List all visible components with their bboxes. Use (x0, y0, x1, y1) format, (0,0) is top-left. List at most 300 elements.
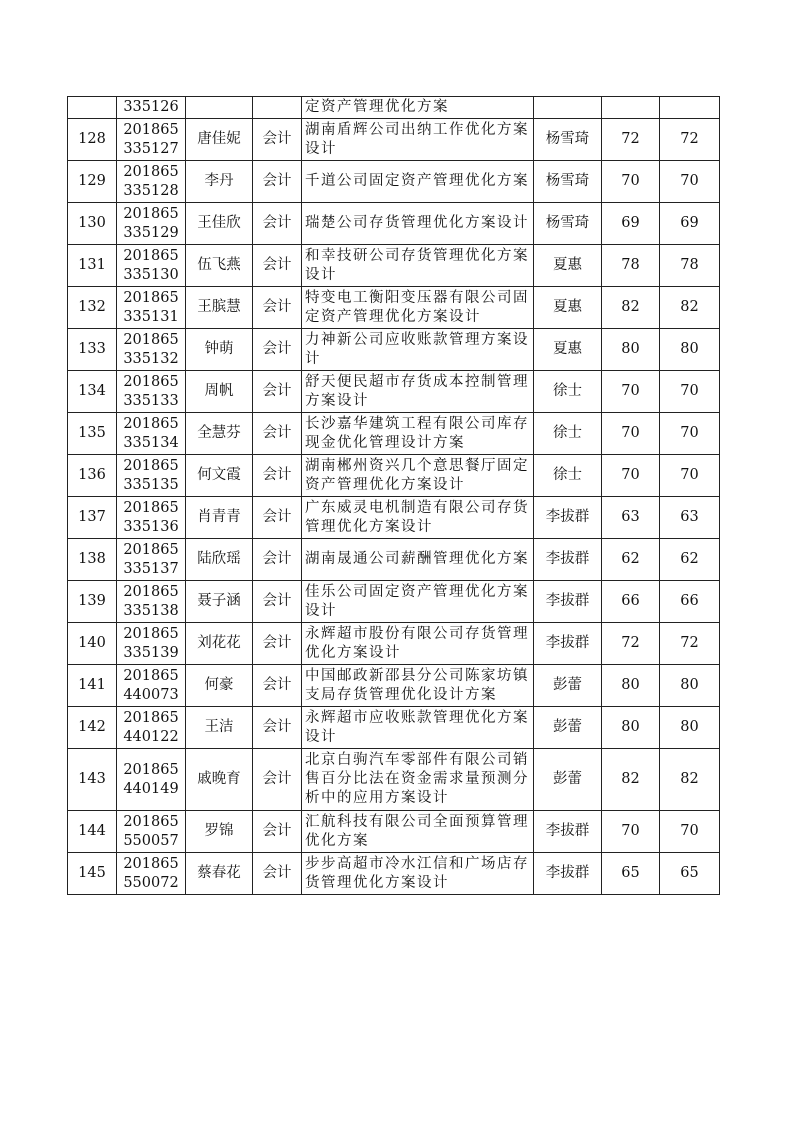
advisor-name-cell (534, 455, 602, 497)
table-row (68, 497, 720, 539)
advisor-name: 夏惠 (553, 257, 582, 273)
student-id-cell (117, 539, 186, 581)
score-final: 80 (680, 341, 699, 357)
thesis-topic-cell (302, 329, 534, 371)
row-number-cell (68, 853, 117, 895)
student-name: 聂子涵 (197, 593, 241, 609)
student-name: 周帆 (204, 383, 234, 399)
student-id-cell (117, 497, 186, 539)
table-row (68, 455, 720, 497)
score-first: 70 (621, 467, 640, 483)
row-number: 131 (78, 257, 106, 273)
row-number-cell (68, 119, 117, 161)
student-id: 201865 335136 (123, 499, 179, 535)
advisor-name-cell (534, 539, 602, 581)
advisor-name: 夏惠 (553, 299, 582, 315)
student-name: 李丹 (204, 173, 234, 189)
score-first-cell (602, 623, 660, 665)
row-number: 132 (78, 299, 106, 315)
row-number-cell (68, 497, 117, 539)
advisor-name: 徐士 (553, 467, 582, 483)
row-number: 133 (78, 341, 106, 357)
score-final-cell (660, 811, 720, 853)
row-number: 145 (78, 865, 106, 881)
score-first: 70 (621, 383, 640, 399)
advisor-name-cell (534, 97, 602, 119)
row-number: 139 (78, 593, 106, 609)
thesis-topic: 永辉超市应收账款管理优化方案设计 (305, 709, 529, 745)
table-row (68, 287, 720, 329)
thesis-topic: 舒天便民超市存货成本控制管理方案设计 (305, 373, 529, 409)
row-number: 142 (78, 719, 106, 735)
thesis-topic: 特变电工衡阳变压器有限公司固定资产管理优化方案设计 (305, 289, 529, 325)
score-final: 63 (680, 509, 699, 525)
student-id: 201865 440149 (123, 761, 179, 797)
thesis-topic: 定资产管理优化方案 (305, 99, 449, 115)
score-first-cell (602, 853, 660, 895)
advisor-name: 徐士 (553, 383, 582, 399)
student-id-cell (117, 287, 186, 329)
score-final: 70 (680, 425, 699, 441)
score-final-cell (660, 539, 720, 581)
advisor-name: 杨雪琦 (545, 131, 590, 147)
thesis-topic-cell (302, 539, 534, 581)
thesis-topic-cell (302, 853, 534, 895)
thesis-topic: 和幸技研公司存货管理优化方案设计 (305, 247, 529, 283)
major-cell (253, 811, 302, 853)
student-name: 王洁 (204, 719, 234, 735)
advisor-name: 徐士 (553, 425, 582, 441)
student-id-cell (117, 749, 186, 811)
student-name: 陆欣瑶 (197, 551, 241, 567)
row-number: 130 (78, 215, 106, 231)
major-cell (253, 749, 302, 811)
thesis-topic: 湖南盾辉公司出纳工作优化方案设计 (305, 121, 529, 157)
row-number-cell (68, 287, 117, 329)
student-name-cell (186, 749, 253, 811)
student-id: 201865 335138 (123, 583, 179, 619)
table-body (68, 97, 720, 895)
score-first: 80 (621, 719, 640, 735)
advisor-name-cell (534, 811, 602, 853)
student-name: 王佳欣 (197, 215, 241, 231)
major: 会计 (262, 823, 292, 839)
table-row (68, 97, 720, 119)
student-name: 何文霞 (197, 467, 241, 483)
student-name-cell (186, 581, 253, 623)
advisor-name: 李拔群 (545, 593, 590, 609)
major: 会计 (262, 635, 292, 651)
score-final-cell (660, 287, 720, 329)
thesis-topic: 永辉超市股份有限公司存货管理优化方案设计 (305, 625, 529, 661)
student-id: 201865 550057 (123, 813, 179, 849)
score-final-cell (660, 97, 720, 119)
major: 会计 (262, 677, 292, 693)
score-first-cell (602, 455, 660, 497)
major: 会计 (262, 131, 292, 147)
student-id: 201865 335127 (123, 121, 179, 157)
student-name: 全慧芬 (197, 425, 241, 441)
student-name-cell (186, 329, 253, 371)
thesis-topic: 广东威灵电机制造有限公司存货管理优化方案设计 (305, 499, 529, 535)
row-number-cell (68, 371, 117, 413)
student-id: 201865 335131 (123, 289, 179, 325)
score-first: 72 (621, 131, 640, 147)
major: 会计 (262, 509, 292, 525)
student-id: 201865 335128 (123, 163, 179, 199)
score-final: 70 (680, 823, 699, 839)
advisor-name: 李拔群 (545, 635, 590, 651)
major-cell (253, 539, 302, 581)
student-name-cell (186, 119, 253, 161)
score-final: 66 (680, 593, 699, 609)
major-cell (253, 665, 302, 707)
advisor-name-cell (534, 623, 602, 665)
score-final: 69 (680, 215, 699, 231)
table-row (68, 749, 720, 811)
advisor-name-cell (534, 665, 602, 707)
row-number: 138 (78, 551, 106, 567)
score-first: 69 (621, 215, 640, 231)
student-id-cell (117, 245, 186, 287)
thesis-topic: 中国邮政新邵县分公司陈家坊镇支局存货管理优化设计方案 (305, 667, 529, 703)
student-name-cell (186, 665, 253, 707)
major-cell (253, 707, 302, 749)
thesis-topic-cell (302, 161, 534, 203)
score-first: 70 (621, 425, 640, 441)
row-number: 135 (78, 425, 106, 441)
student-name: 钟萌 (204, 341, 234, 357)
row-number-cell (68, 203, 117, 245)
score-first: 80 (621, 341, 640, 357)
row-number-cell (68, 413, 117, 455)
row-number-cell (68, 623, 117, 665)
major-cell (253, 287, 302, 329)
table-row (68, 161, 720, 203)
student-id: 335126 (123, 99, 179, 115)
major: 会计 (262, 467, 292, 483)
student-id-cell (117, 853, 186, 895)
table-row (68, 707, 720, 749)
thesis-topic-cell (302, 581, 534, 623)
thesis-topic-cell (302, 119, 534, 161)
student-name: 戚晚育 (197, 771, 241, 787)
student-id: 201865 440073 (123, 667, 179, 703)
score-final-cell (660, 161, 720, 203)
major: 会计 (262, 215, 292, 231)
advisor-name-cell (534, 581, 602, 623)
advisor-name: 李拔群 (545, 551, 590, 567)
thesis-topic: 瑞楚公司存货管理优化方案设计 (305, 215, 529, 231)
student-id: 201865 335139 (123, 625, 179, 661)
advisor-name: 李拔群 (545, 865, 590, 881)
thesis-topic-cell (302, 97, 534, 119)
row-number-cell (68, 97, 117, 119)
student-id-cell (117, 811, 186, 853)
advisor-name-cell (534, 287, 602, 329)
student-id-cell (117, 371, 186, 413)
score-final-cell (660, 371, 720, 413)
score-first: 66 (621, 593, 640, 609)
advisor-name-cell (534, 707, 602, 749)
table-row (68, 245, 720, 287)
student-name-cell (186, 707, 253, 749)
thesis-topic: 力神新公司应收账款管理方案设计 (305, 331, 529, 367)
row-number: 141 (78, 677, 106, 693)
table-row (68, 539, 720, 581)
score-final-cell (660, 203, 720, 245)
major-cell (253, 455, 302, 497)
student-id: 201865 335129 (123, 205, 179, 241)
row-number-cell (68, 161, 117, 203)
score-final-cell (660, 623, 720, 665)
row-number-cell (68, 329, 117, 371)
advisor-name-cell (534, 413, 602, 455)
major-cell (253, 413, 302, 455)
major-cell (253, 97, 302, 119)
score-first: 62 (621, 551, 640, 567)
score-first: 70 (621, 173, 640, 189)
student-name-cell (186, 853, 253, 895)
row-number-cell (68, 581, 117, 623)
advisor-name: 杨雪琦 (545, 173, 590, 189)
advisor-name-cell (534, 853, 602, 895)
student-name-cell (186, 161, 253, 203)
score-first: 65 (621, 865, 640, 881)
score-final-cell (660, 581, 720, 623)
major-cell (253, 371, 302, 413)
student-id-cell (117, 581, 186, 623)
row-number-cell (68, 811, 117, 853)
student-name: 何豪 (204, 677, 234, 693)
advisor-name: 杨雪琦 (545, 215, 590, 231)
advisor-name: 李拔群 (545, 509, 590, 525)
score-first-cell (602, 707, 660, 749)
major: 会计 (262, 425, 292, 441)
score-final-cell (660, 707, 720, 749)
score-first-cell (602, 161, 660, 203)
student-id-cell (117, 119, 186, 161)
score-first-cell (602, 203, 660, 245)
student-id-cell (117, 665, 186, 707)
major: 会计 (262, 341, 292, 357)
advisor-name-cell (534, 497, 602, 539)
score-final-cell (660, 413, 720, 455)
major: 会计 (262, 865, 292, 881)
thesis-topic-cell (302, 455, 534, 497)
student-name: 罗锦 (204, 823, 234, 839)
major: 会计 (262, 551, 292, 567)
score-final: 78 (680, 257, 699, 273)
major-cell (253, 161, 302, 203)
student-id-cell (117, 707, 186, 749)
student-name: 王膑慧 (197, 299, 241, 315)
student-id-cell (117, 161, 186, 203)
score-first-cell (602, 413, 660, 455)
advisor-name-cell (534, 161, 602, 203)
major-cell (253, 623, 302, 665)
table-row (68, 119, 720, 161)
table-row (68, 853, 720, 895)
thesis-topic: 北京白驹汽车零部件有限公司销售百分比法在资金需求量预测分析中的应用方案设计 (305, 752, 529, 806)
thesis-topic: 湖南郴州资兴几个意思餐厅固定资产管理优化方案设计 (305, 457, 529, 493)
row-number-cell (68, 455, 117, 497)
table-row (68, 623, 720, 665)
score-first-cell (602, 371, 660, 413)
major: 会计 (262, 719, 292, 735)
student-id: 201865 335132 (123, 331, 179, 367)
row-number-cell (68, 245, 117, 287)
score-final-cell (660, 749, 720, 811)
student-name: 蔡春花 (197, 865, 241, 881)
student-id: 201865 335130 (123, 247, 179, 283)
major: 会计 (262, 257, 292, 273)
student-id: 201865 440122 (123, 709, 179, 745)
row-number-cell (68, 665, 117, 707)
score-final: 65 (680, 865, 699, 881)
student-id-cell (117, 413, 186, 455)
score-first-cell (602, 749, 660, 811)
table-row (68, 811, 720, 853)
thesis-topic-cell (302, 749, 534, 811)
thesis-topic-cell (302, 413, 534, 455)
thesis-topic-cell (302, 245, 534, 287)
score-first-cell (602, 119, 660, 161)
student-name-cell (186, 97, 253, 119)
student-name-cell (186, 455, 253, 497)
row-number: 128 (78, 131, 106, 147)
advisor-name-cell (534, 329, 602, 371)
thesis-topic-cell (302, 287, 534, 329)
major-cell (253, 119, 302, 161)
score-final: 70 (680, 173, 699, 189)
score-final: 70 (680, 467, 699, 483)
score-first: 63 (621, 509, 640, 525)
thesis-topic: 步步高超市冷水江信和广场店存货管理优化方案设计 (305, 855, 529, 891)
thesis-topic-cell (302, 371, 534, 413)
thesis-topic: 汇航科技有限公司全面预算管理优化方案 (305, 813, 529, 849)
score-first-cell (602, 665, 660, 707)
row-number: 129 (78, 173, 106, 189)
advisor-name: 夏惠 (553, 341, 582, 357)
major-cell (253, 245, 302, 287)
thesis-topic-cell (302, 665, 534, 707)
major: 会计 (262, 593, 292, 609)
row-number-cell (68, 539, 117, 581)
score-first-cell (602, 287, 660, 329)
score-final: 72 (680, 131, 699, 147)
score-first-cell (602, 497, 660, 539)
student-name-cell (186, 811, 253, 853)
thesis-topic: 千道公司固定资产管理优化方案 (305, 173, 529, 189)
score-final: 82 (680, 771, 699, 787)
score-first: 80 (621, 677, 640, 693)
advisor-name: 李拔群 (545, 823, 590, 839)
student-id: 201865 550072 (123, 855, 179, 891)
table-row (68, 371, 720, 413)
student-id-cell (117, 203, 186, 245)
major: 会计 (262, 771, 292, 787)
major: 会计 (262, 299, 292, 315)
student-id: 201865 335134 (123, 415, 179, 451)
score-final-cell (660, 329, 720, 371)
table-row (68, 413, 720, 455)
student-name-cell (186, 623, 253, 665)
student-name: 肖青青 (197, 509, 241, 525)
score-final-cell (660, 497, 720, 539)
row-number: 136 (78, 467, 106, 483)
table-row (68, 665, 720, 707)
major: 会计 (262, 383, 292, 399)
thesis-topic-cell (302, 707, 534, 749)
score-first-cell (602, 245, 660, 287)
major-cell (253, 581, 302, 623)
student-id-cell (117, 455, 186, 497)
thesis-topic: 长沙嘉华建筑工程有限公司库存现金优化管理设计方案 (305, 415, 529, 451)
score-first-cell (602, 581, 660, 623)
score-final: 80 (680, 677, 699, 693)
row-number: 134 (78, 383, 106, 399)
score-final-cell (660, 665, 720, 707)
student-id-cell (117, 623, 186, 665)
student-name-cell (186, 203, 253, 245)
score-final: 62 (680, 551, 699, 567)
major: 会计 (262, 173, 292, 189)
student-name-cell (186, 497, 253, 539)
table-row (68, 581, 720, 623)
student-name-cell (186, 287, 253, 329)
score-final-cell (660, 853, 720, 895)
student-name: 唐佳妮 (197, 131, 241, 147)
thesis-topic: 佳乐公司固定资产管理优化方案设计 (305, 583, 529, 619)
row-number: 143 (78, 771, 106, 787)
score-first: 82 (621, 299, 640, 315)
advisor-name-cell (534, 119, 602, 161)
score-final-cell (660, 119, 720, 161)
student-id-cell (117, 329, 186, 371)
row-number-cell (68, 707, 117, 749)
advisor-name: 彭蕾 (553, 719, 582, 735)
row-number: 137 (78, 509, 106, 525)
score-final-cell (660, 245, 720, 287)
advisor-name-cell (534, 245, 602, 287)
score-first-cell (602, 329, 660, 371)
advisor-name-cell (534, 371, 602, 413)
score-final: 80 (680, 719, 699, 735)
score-final: 70 (680, 383, 699, 399)
thesis-topic-cell (302, 203, 534, 245)
score-first-cell (602, 97, 660, 119)
thesis-score-table (67, 96, 720, 895)
student-name: 伍飞燕 (197, 257, 241, 273)
student-name-cell (186, 371, 253, 413)
student-id: 201865 335137 (123, 541, 179, 577)
major-cell (253, 853, 302, 895)
row-number-cell (68, 749, 117, 811)
student-name-cell (186, 539, 253, 581)
student-name-cell (186, 413, 253, 455)
advisor-name-cell (534, 749, 602, 811)
major-cell (253, 497, 302, 539)
row-number: 140 (78, 635, 106, 651)
score-first: 78 (621, 257, 640, 273)
score-final-cell (660, 455, 720, 497)
table-row (68, 329, 720, 371)
student-id: 201865 335133 (123, 373, 179, 409)
thesis-topic-cell (302, 497, 534, 539)
student-name: 刘花花 (197, 635, 241, 651)
score-first-cell (602, 539, 660, 581)
